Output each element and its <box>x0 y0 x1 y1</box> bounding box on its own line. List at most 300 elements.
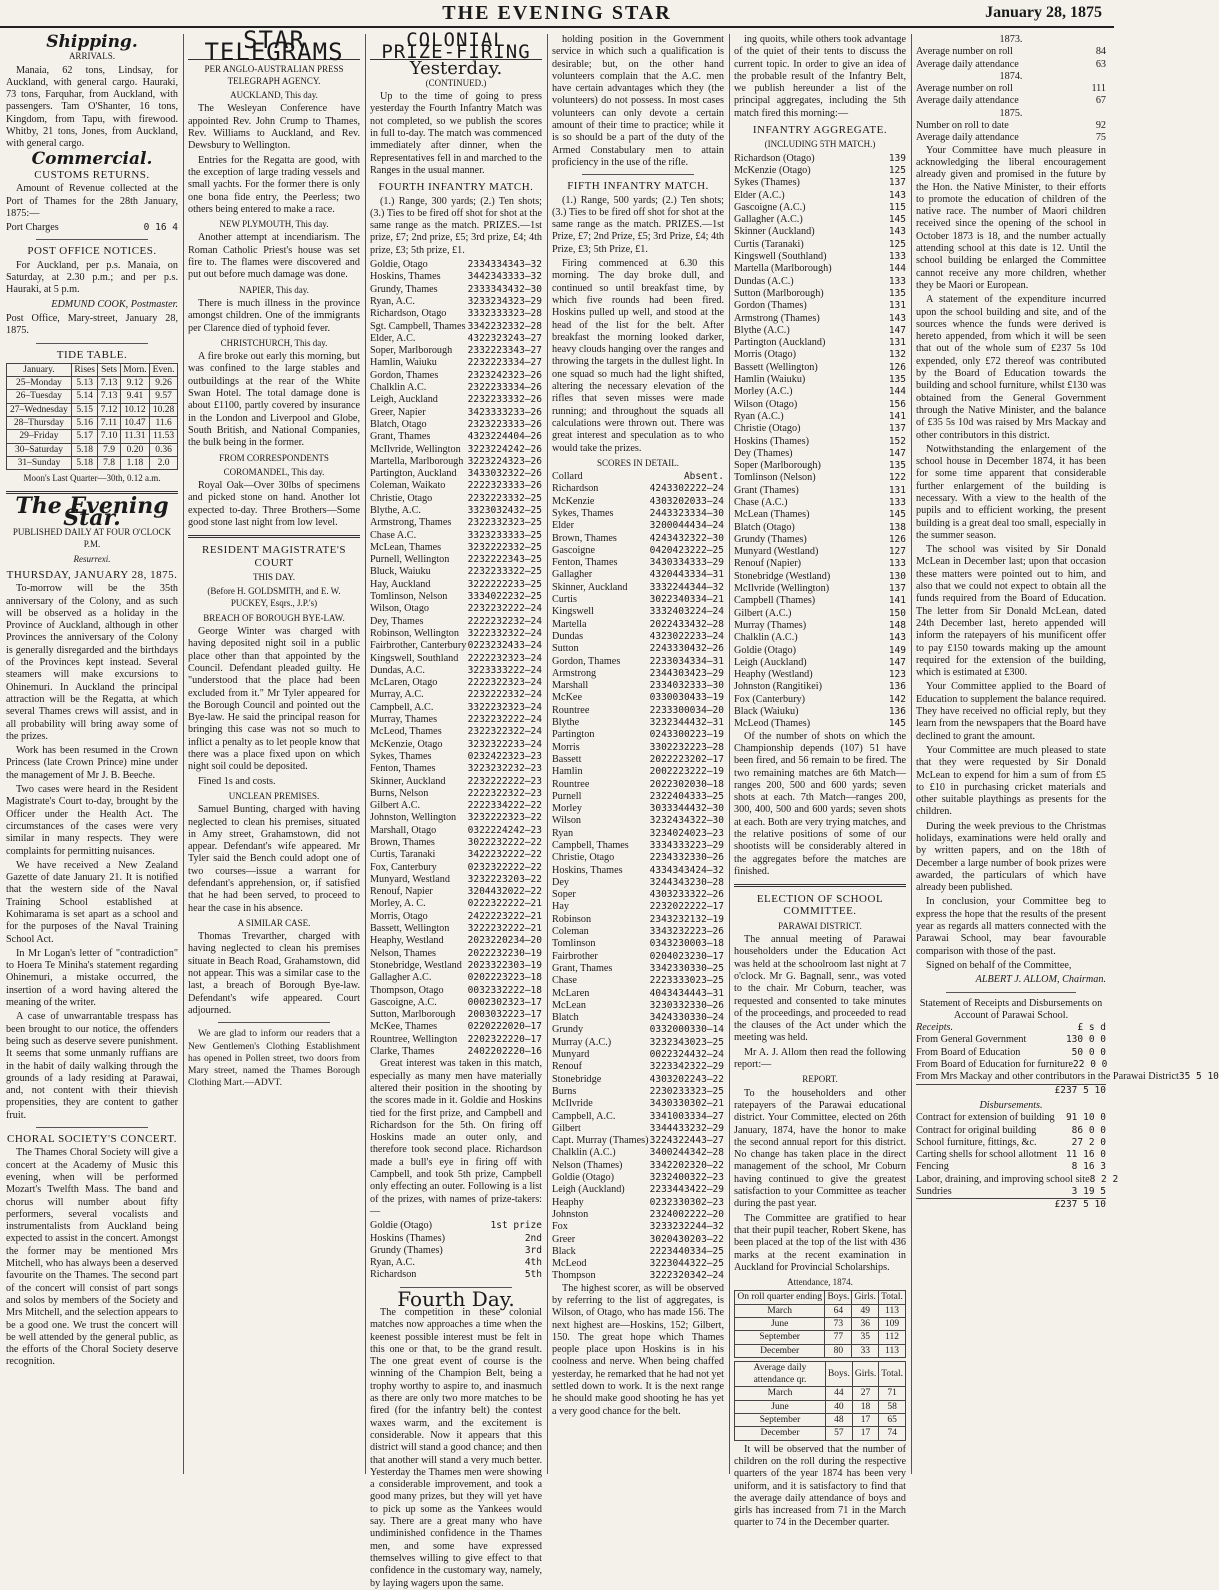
score-row-label: Blythe, A.C. <box>370 504 421 516</box>
score-row <box>370 1046 542 1058</box>
stat-label: Average number on roll <box>916 46 1013 58</box>
aggregate-row <box>734 202 906 214</box>
score-row <box>370 517 542 529</box>
score-row <box>370 579 542 591</box>
column-4 <box>552 34 724 1474</box>
score-row <box>370 407 542 419</box>
receipt-row-value: 22 0 0 <box>1073 1059 1108 1071</box>
score-row <box>370 997 542 1009</box>
stat-label: Number on roll to date <box>916 120 1009 132</box>
aggregate-row-value: 130 <box>888 570 906 582</box>
post-address: Post Office, Mary-street, January 28, 1875. <box>6 312 178 337</box>
aggregate-row <box>734 657 906 669</box>
tide-row <box>7 456 178 469</box>
score-row-value: 2323242323—26 <box>467 369 542 381</box>
prize-row-label: Ryan, A.C. <box>370 1257 415 1269</box>
score-row-value: 3223342322—29 <box>649 1061 724 1073</box>
score-row <box>552 1061 724 1073</box>
score-row <box>552 569 724 581</box>
score-row-value: 4323022233—24 <box>649 630 724 642</box>
aggregate-row-value: 142 <box>888 693 906 705</box>
score-row <box>552 1234 724 1246</box>
score-row-value: 2222232323—24 <box>467 652 542 664</box>
article-paragraph: The annual meeting of Parawai householders under the Education Act was held at the schoolroom last night at 7 o'clock. Mr G. Bagnall, senr., was voted to the chair. Mr Coburn, teacher, was requested and consented to take minutes of the proceedings, and proceeded to read the clauses of the Act under which the meeting was held. <box>734 934 906 1044</box>
score-row-label: Purnell <box>552 790 582 802</box>
aggregate-row-value: 145 <box>888 718 906 730</box>
score-row-value: 3223333222—24 <box>467 664 542 676</box>
attendance-cell: March <box>735 1387 826 1400</box>
score-row-label: Hoskins, Thames <box>552 864 623 876</box>
score-row-value: 3332244344—32 <box>649 581 724 593</box>
aggregate-row-label: Morris (Otago) <box>734 349 796 361</box>
case-text: Samuel Bunting, charged with having neglected to clean his premises, situated in Amy street, Grahamstown, did not appear. Defendant's wife appeared. Mr Tyler said the Bench could adopt one of two courses—issue a warrant for defendant's apprehension, or, if satisfied that he had been served, to proceed to hear the case in his absence. <box>188 804 360 914</box>
aggregate-row-value: 135 <box>888 287 906 299</box>
aggregate-row <box>734 190 906 202</box>
score-row-value: 2232223334—27 <box>467 357 542 369</box>
score-row-label: Morley <box>552 803 582 815</box>
aggregate-row <box>734 165 906 177</box>
score-row-value: 3323233333—25 <box>467 529 542 541</box>
score-row-value: 2022223202—17 <box>649 753 724 765</box>
attendance-cell: 48 <box>825 1414 852 1427</box>
score-row-value: 3232400322—23 <box>649 1172 724 1184</box>
score-row-value: 2232233332—26 <box>467 394 542 406</box>
masthead <box>0 0 1114 28</box>
receipts-list <box>916 1034 1219 1083</box>
disbursements-total-row <box>916 1198 1106 1211</box>
tide-cell: 25–Monday <box>7 377 72 390</box>
score-row-value: 3334022232—25 <box>467 591 542 603</box>
article-paragraph: To the householders and other ratepayers of the Parawai educational district. Your Committee, elected on 26th January, 1874, have the honor to make the second annual report for this district. No change has taken place in the direct management of the school, Mr Coburn having continued to give the greatest satisfaction to your Committee as teacher during the past year. <box>734 1087 906 1210</box>
aggregate-row-label: Ryan (A.C.) <box>734 410 784 422</box>
score-row-label: Sutton, Marlborough <box>370 1009 456 1021</box>
score-row-label: Greer, Napier <box>370 406 426 418</box>
score-row-value: 4243302222—24 <box>649 483 724 495</box>
score-row-label: Renouf <box>552 1061 582 1073</box>
aggregate-row-label: Skinner (Auckland) <box>734 226 815 238</box>
score-row-label: Murray (A.C.) <box>552 1036 612 1048</box>
score-row <box>370 923 542 935</box>
aggregate-row <box>734 571 906 583</box>
aggregate-row-label: Grundy (Thames) <box>734 533 807 545</box>
score-row-label: Bluck, Waiuku <box>370 566 431 578</box>
score-row-value: 3332333323—28 <box>467 308 542 320</box>
score-row-label: Campbell, A.C. <box>370 701 434 713</box>
aggregate-row-value: 136 <box>888 706 906 718</box>
tide-cell: 10.28 <box>150 403 178 416</box>
score-row <box>552 1172 724 1184</box>
score-row-label: Munyard <box>552 1049 590 1061</box>
aggregate-row <box>734 337 906 349</box>
tide-cell: 10.12 <box>120 403 149 416</box>
district-heading: PARAWAI DISTRICT. <box>778 920 862 931</box>
score-row-label: Elder, A.C. <box>370 332 416 344</box>
continued-note: (CONTINUED.) <box>425 77 487 88</box>
score-row-label: Burns <box>552 1085 577 1097</box>
roll-header-cell: Total. <box>879 1291 906 1304</box>
tide-cell: 0.20 <box>120 443 149 456</box>
score-row-value: 3342330330—25 <box>649 962 724 974</box>
score-row <box>552 1098 724 1110</box>
score-row <box>552 828 724 840</box>
score-row-value: 2333343432—30 <box>467 283 542 295</box>
score-row-value: 2223440334—25 <box>649 1245 724 1257</box>
score-row-value: 2223333023—25 <box>649 975 724 987</box>
score-row <box>370 726 542 738</box>
score-row <box>552 754 724 766</box>
receipt-row-label: From General Government <box>916 1034 1027 1046</box>
aggregate-row <box>734 620 906 632</box>
score-row-label: Skinner, Auckland <box>370 775 446 787</box>
post-text: For Auckland, per p.s. Manaia, on Saturday, at 2.30 p.m.; and per p.s. Hauraki, at 5 p.m. <box>6 259 178 296</box>
score-row <box>552 938 724 950</box>
score-row-label: Tomlinson <box>552 938 596 950</box>
tide-heading: TIDE TABLE. <box>56 348 128 361</box>
tide-cell: 5.13 <box>71 377 97 390</box>
score-row-label: Leigh (Auckland) <box>552 1184 625 1196</box>
year-label: 1873. <box>999 34 1023 45</box>
attendance-cell: June <box>735 1400 826 1413</box>
score-row-label: Dundas, A.C. <box>370 664 425 676</box>
receipts-header <box>916 1022 1106 1034</box>
score-row <box>370 530 542 542</box>
aggregate-row-label: Dundas (A.C.) <box>734 275 794 287</box>
score-row <box>370 714 542 726</box>
roll-row <box>735 1304 906 1317</box>
score-row <box>370 628 542 640</box>
match-report: Firing commenced at 6.30 this morning. The day broke dull, and continued so until breakfast time, by which five rounds had been fired. Hoskins pulled up well, and stood at the head of the list for the belt. After breakfast the morning looked darker, heavy clouds hanging over the ranges and throwing the targets in the dullest light. In one squad so much had the light shifted, altering the necessary elevation of the rifles that seven misses were made running; and throughout the squads all calculations were thrown out. There was great interest and speculation as to who would take the prizes. <box>552 258 724 454</box>
disbursement-row-label: Contract for original building <box>916 1124 1037 1136</box>
column-5 <box>734 34 906 1529</box>
tide-table <box>6 363 178 470</box>
aggregate-row-label: Gordon (Thames) <box>734 300 807 312</box>
score-row <box>552 594 724 606</box>
aggregate-row-label: Sutton (Marlborough) <box>734 287 824 299</box>
score-row <box>370 480 542 492</box>
score-row-label: Capt. Murray (Thames) <box>552 1135 649 1147</box>
score-row-value: 3232222323—22 <box>467 812 542 824</box>
disbursement-row-value: 8 2 2 <box>1089 1173 1119 1185</box>
aggregate-row-label: McLeod (Thames) <box>734 718 811 730</box>
stat-row <box>916 95 1106 107</box>
stat-value: 92 <box>1095 120 1106 132</box>
prize-row-label: Goldie (Otago) <box>370 1220 432 1232</box>
disbursement-row-label: Carting shells for school allotment <box>916 1149 1057 1161</box>
aggregate-row-label: Chase (A.C.) <box>734 496 788 508</box>
roll-row <box>735 1317 906 1330</box>
tide-cell: 9.26 <box>150 377 178 390</box>
attendance-header-cell: Total. <box>879 1361 906 1387</box>
score-row <box>552 1037 724 1049</box>
aggregate-row-value: 131 <box>888 337 906 349</box>
dateline: AUCKLAND, This day. <box>230 90 318 101</box>
aggregate-row <box>734 595 906 607</box>
score-row-value: 3342202320—22 <box>649 1159 724 1171</box>
aggregate-row-value: 143 <box>888 312 906 324</box>
stat-row <box>916 120 1106 132</box>
aggregate-row-label: Fox (Canterbury) <box>734 693 806 705</box>
score-row-value: 2232022222—17 <box>649 901 724 913</box>
aggregate-row-value: 127 <box>888 546 906 558</box>
tide-header-cell: January. <box>7 363 72 376</box>
tide-row <box>7 443 178 456</box>
score-row-label: McLaren <box>552 987 590 999</box>
aggregate-row-label: Hamlin (Waiuku) <box>734 374 806 386</box>
tide-cell: 9.57 <box>150 390 178 403</box>
dateline: THURSDAY, JANUARY 28, 1875. <box>6 568 178 581</box>
score-row-label: Purnell, Wellington <box>370 554 450 566</box>
receipt-row-value: 35 5 10 <box>1178 1071 1219 1083</box>
score-row <box>552 1221 724 1233</box>
score-row-label: McKee, Thames <box>370 1021 438 1033</box>
score-row-value: 2232223332—25 <box>467 492 542 504</box>
score-row <box>552 619 724 631</box>
score-row-value: 2322322322—24 <box>467 726 542 738</box>
score-row-label: Dey <box>552 876 569 888</box>
score-row-label: Bassett <box>552 753 582 765</box>
report-paragraph: In conclusion, your Committee beg to express the hope that the results of the present year as regards all matters connected with the Parawai School, may bear favourable comparison with those of the past. <box>916 896 1106 957</box>
score-row <box>552 779 724 791</box>
aggregate-row-label: McLean (Thames) <box>734 509 810 521</box>
score-row <box>370 296 542 308</box>
tide-cell: 1.18 <box>120 456 149 469</box>
aggregate-row-label: Gascoigne (A.C.) <box>734 201 806 213</box>
attendance-cell: 57 <box>825 1427 852 1440</box>
score-row-label: Murray, Thames <box>370 714 438 726</box>
aggregate-row <box>734 497 906 509</box>
aggregate-row <box>734 325 906 337</box>
aggregate-row-value: 147 <box>888 447 906 459</box>
score-row-label: Robinson, Wellington <box>370 627 459 639</box>
roll-cell: June <box>735 1317 825 1330</box>
aggregate-row <box>734 718 906 730</box>
case-text: George Winter was charged with having deposited night soil in a public place other than that appointed by the Council. Defendant pleaded guilty. He "understood that the place had been excluded from it." Mr Tyler appeared for the Borough Council and pointed out the Bye-law. He said the principal reason for bringing this case was not so much to inflict a penalty as to let people know that there was a place fixed upon on which night soil could be deposited. <box>188 626 360 773</box>
score-row <box>552 705 724 717</box>
score-list <box>552 471 724 1283</box>
tide-cell: 7.11 <box>98 417 120 430</box>
aggregate-row-label: Blatch (Otago) <box>734 521 795 533</box>
aggregate-row <box>734 460 906 472</box>
aggregate-row-label: Campbell (Thames) <box>734 595 816 607</box>
score-row-value: 2322404333—25 <box>649 790 724 802</box>
score-row <box>552 1074 724 1086</box>
commercial-heading: Commercial. <box>31 148 153 169</box>
divider <box>36 239 148 240</box>
score-row-label: Leigh, Auckland <box>370 394 438 406</box>
score-row <box>370 468 542 480</box>
score-row-label: Gilbert A.C. <box>370 800 421 812</box>
score-row-label: Johnston, Wellington <box>370 812 457 824</box>
divider <box>734 884 906 887</box>
aggregate-row-value: 133 <box>888 558 906 570</box>
tide-cell: 29–Friday <box>7 430 72 443</box>
roll-row <box>735 1331 906 1344</box>
score-row-value: 4303202243—22 <box>649 1073 724 1085</box>
aggregate-row-value: 147 <box>888 656 906 668</box>
aggregate-row-value: 126 <box>888 361 906 373</box>
score-row-value: 3323032432—25 <box>467 504 542 516</box>
score-row-label: Elder <box>552 520 575 532</box>
score-row-label: Heaphy, Westland <box>370 935 444 947</box>
divider <box>36 1127 148 1128</box>
score-row <box>370 886 542 898</box>
disbursement-row <box>916 1173 1119 1186</box>
score-row-value: 3223224242—26 <box>467 443 542 455</box>
roll-cell: 113 <box>879 1344 906 1357</box>
roll-header-cell: Boys. <box>825 1291 852 1304</box>
aggregate-row-value: 145 <box>888 214 906 226</box>
score-row <box>370 763 542 775</box>
aggregate-row-label: Murray (Thames) <box>734 619 807 631</box>
match-terms: (1.) Range, 300 yards; (2.) Ten shots; (3.) Ties to be fired off shot for shot at the same range as the match. PRIZES.—1st prize, £7; 2nd prize, £5; 3rd prize, £4; 4th prize, £3; 5th prize, £1. <box>370 195 542 256</box>
receipt-row-value: 130 0 0 <box>1065 1034 1106 1046</box>
attendance-header-cell: Boys. <box>825 1361 852 1387</box>
score-row-value: 2222322322—23 <box>467 787 542 799</box>
aggregate-row <box>734 399 906 411</box>
disbursement-row-value: 86 0 0 <box>1071 1124 1106 1136</box>
score-row-label: Thompson, Otago <box>370 984 444 996</box>
score-row-label: Chalklin A.C. <box>370 382 427 394</box>
moon-note: Moon's Last Quarter—30th, 0.12 a.m. <box>23 473 161 484</box>
currency-header: £ s d <box>1077 1022 1106 1034</box>
aggregate-row-label: Heaphy (Westland) <box>734 669 813 681</box>
fourth-day-heading: Fourth Day. <box>397 1286 515 1311</box>
score-row-label: Brown, Thames <box>552 532 617 544</box>
stat-value: 67 <box>1095 95 1106 107</box>
aggregate-row <box>734 558 906 570</box>
score-row-value: 2232232222—24 <box>467 603 542 615</box>
prize-row <box>370 1257 542 1269</box>
score-row-value: 3224322443—27 <box>649 1135 724 1147</box>
report-paragraph: During the week previous to the Christmas holidays, examinations were held orally and by written papers, and on the 18th of December a large number of book prizes were awarded, the particulars of which have already been published. <box>916 820 1106 894</box>
score-row-label: McLean, Thames <box>370 541 442 553</box>
score-row-label: Christie, Otago <box>552 852 615 864</box>
case-heading: BREACH OF BOROUGH BYE-LAW. <box>203 612 345 623</box>
aggregate-row <box>734 276 906 288</box>
article-paragraph: In Mr Logan's letter of "contradiction" to Hoera Te Miniha's statement regarding Ohinemuri, a mistake occurred, the insertion of a word having altered the meaning of the writer. <box>6 947 178 1009</box>
score-row-value: 3223044322—25 <box>649 1258 724 1270</box>
aggregate-row <box>734 263 906 275</box>
tide-cell: 11.6 <box>150 417 178 430</box>
attendance-cell: December <box>735 1427 826 1440</box>
prize-row-value: 1st prize <box>490 1220 542 1232</box>
score-row-label: Sykes, Thames <box>370 750 432 762</box>
receipt-row-label: From Board of Education <box>916 1046 1021 1058</box>
prize-row-value: 2nd <box>524 1232 542 1244</box>
score-row-label: Rountree <box>552 778 590 790</box>
scores-detail-heading: SCORES IN DETAIL. <box>596 457 680 468</box>
roll-cell: 112 <box>879 1331 906 1344</box>
disbursement-row-value: 8 16 3 <box>1071 1161 1106 1173</box>
aggregate-row-value: 131 <box>888 484 906 496</box>
score-row-label: Morley, A. C. <box>370 898 426 910</box>
aggregate-row-value: 135 <box>888 374 906 386</box>
score-row <box>552 803 724 815</box>
score-row <box>370 653 542 665</box>
choral-text: The Thames Choral Society will give a concert at the Academy of Music this evening, when will be performed Mozart's Twelfth Mass. The band and chorus will number about fifty performers, several vocalists and instrumentalists from Auckland being expected to assist in the concert. Amongst the former may be mentioned Mrs Mitchell, who has always been a deserved favourite on the Thames. The second part of the concert will consist of part songs and solos by members of the Society and Mrs Mitchell, and the selection appears to be a good one. We trust the concert will be well attended by the general public, as the efforts of the Choral Society deserve recognition. <box>6 1147 178 1368</box>
year-label: 1874. <box>999 70 1023 82</box>
port-charges-value: 0 16 4 <box>143 222 178 234</box>
score-row-label: McLeod <box>552 1258 587 1270</box>
aggregate-row <box>734 153 906 165</box>
score-row <box>552 1160 724 1172</box>
score-row <box>552 631 724 643</box>
score-row-label: McKenzie, Otago <box>370 738 443 750</box>
aggregate-row-value: 138 <box>888 521 906 533</box>
score-row-label: Dundas <box>552 630 584 642</box>
article-paragraph: Mr A. J. Allom then read the following report:— <box>734 1046 906 1071</box>
roll-header-cell: Girls. <box>852 1291 879 1304</box>
tide-cell: 0.36 <box>150 443 178 456</box>
score-row-value: 3334333223—29 <box>649 840 724 851</box>
tide-header-cell: Even. <box>150 363 178 376</box>
score-row <box>552 865 724 877</box>
aggregate-row <box>734 583 906 595</box>
score-row-value: 3424330330—24 <box>649 1012 724 1024</box>
score-row-value: 3400244342—28 <box>649 1147 724 1159</box>
column-1 <box>6 34 178 1474</box>
score-row <box>370 776 542 788</box>
tide-cell: 5.16 <box>71 417 97 430</box>
score-row <box>370 566 542 578</box>
score-row-value: 2222322323—24 <box>467 677 542 689</box>
score-row-value: 3033344432—30 <box>649 803 724 815</box>
score-row <box>370 616 542 628</box>
score-row-value: 2003032223—17 <box>467 1009 542 1021</box>
aggregate-row <box>734 214 906 226</box>
dateline: NAPIER, This day. <box>239 284 309 295</box>
article-paragraph: To-morrow will be the 35th anniversary of the Colony, and as such will be observed as a holiday in the Province of Auckland, although in other Provinces the anniversary of the Colony is generally disregarded and the birthdays of the Provinces kept instead. Several steamers will make excursions to Ohinemuri. In Auckland the principal attraction will be the Regatta, at which several Thames crews will assist, and in all probability will bring away some of the prizes. <box>6 583 178 742</box>
score-row-label: Fenton, Thames <box>370 763 436 775</box>
score-row-value: 3344433232—29 <box>649 1122 724 1134</box>
score-row <box>552 533 724 545</box>
prize-row-value: 5th <box>524 1269 542 1281</box>
score-row-label: Soper, Marlborough <box>370 345 453 357</box>
fourth-day-text: The competition in these colonial matches now approaches a time when the keenest possible interest must be felt in this one or that, to be the grand result. The one great event of course is the winning of the Champion Belt, being a trophy worthy to aspire to, and inasmuch as there are only two more matches to be fired (for the infantry belt) the contest waxes warm, and the excitement is considerable. Now it appears that this district will stand a good chance; and then that another will stand a very much better. Yesterday the Thames men were showing a considerable improvement, and took a good many prizes, but they will yet have to pick up some as the Yankees would say. There are a great many who have undiminished confidence in the Thames men, and some have expressed themselves willing to give effect to that confidence in the customary way, namely, by laying wagers upon the same. <box>370 1306 542 1589</box>
aggregate-row-value: 149 <box>888 644 906 656</box>
score-row-label: Goldie (Otago) <box>552 1172 614 1184</box>
score-row-value: 0232330302—23 <box>649 1196 724 1208</box>
score-row-label: Richardson <box>552 483 599 495</box>
score-row-value: 2232232222—24 <box>467 714 542 726</box>
score-row-value: 2233300034—20 <box>649 704 724 716</box>
aggregate-row-label: McKenzie (Otago) <box>734 164 811 176</box>
tide-cell: 11.31 <box>120 430 149 443</box>
score-row-value: 4323224404—26 <box>467 431 542 443</box>
yesterday-heading: Yesterday. <box>409 57 503 79</box>
score-row <box>552 1049 724 1061</box>
score-row-value: 0002302323—17 <box>467 996 542 1008</box>
score-row-label: Rountree <box>552 704 590 716</box>
aggregate-row-value: 135 <box>888 460 906 472</box>
attendance-cell: 71 <box>879 1387 906 1400</box>
telegram-text: Entries for the Regatta are good, with the exception of large trading vessels and small yachts. For the former there is only one bona fide entry, the Peerless; two others being entered to make a race. <box>188 154 360 215</box>
score-row-label: Chalklin (A.C.) <box>552 1147 616 1159</box>
roll-cell: December <box>735 1344 825 1357</box>
score-row-label: Fairbrother <box>552 950 598 962</box>
score-row-label: Kingswell <box>552 606 594 618</box>
aggregate-row <box>734 448 906 460</box>
stat-row <box>916 83 1106 95</box>
score-row-label: Richardson, Otago <box>370 308 447 320</box>
election-heading: ELECTION OF SCHOOL COMMITTEE. <box>756 893 884 918</box>
attendance-row <box>735 1387 906 1400</box>
shipping-heading: Shipping. <box>46 32 138 52</box>
prize-row <box>370 1245 542 1257</box>
chairman-signature: ALBERT J. ALLOM, Chairman. <box>975 974 1106 986</box>
score-row <box>370 751 542 763</box>
customs-text: Amount of Revenue collected at the Port of Thames for the 28th January, 1875:— <box>6 183 178 219</box>
